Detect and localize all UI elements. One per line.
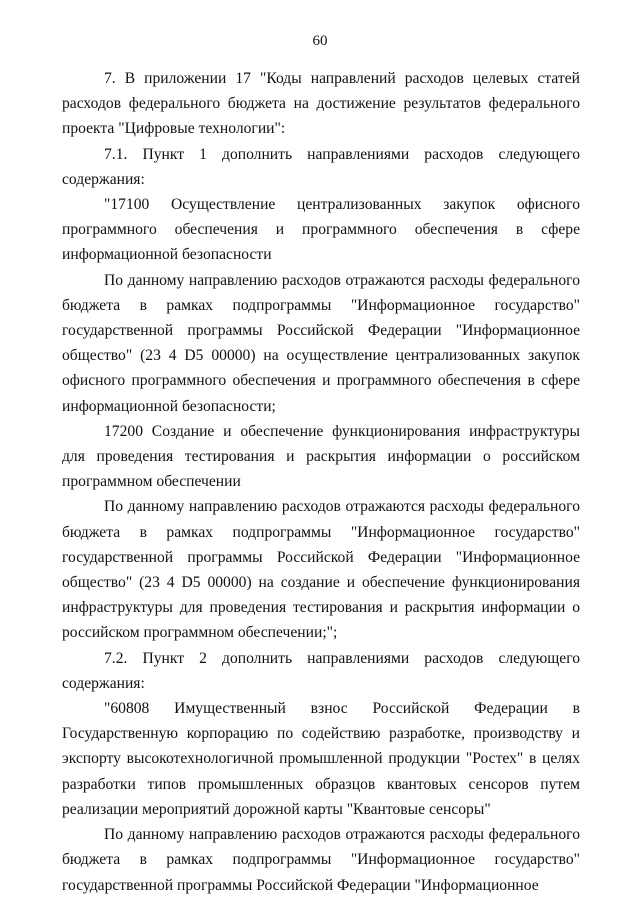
paragraph-code-17100: "17100 Осуществление централизованных закупок офисного программного обеспечения и программного обеспечения в сфере информационной безопасности [62, 196, 580, 264]
paragraph-60808-description: По данному направлению расходов отражаются расходы федерального бюджета в рамках подпрограммы "Информационное государство" государственной программы Российской Федерации "Информационное [62, 826, 580, 894]
paragraph-17100-description: По данному направлению расходов отражаются расходы федерального бюджета в рамках подпрограммы "Информационное государство" государственной программы Российской Федерации "Информационное общество" (23 4 D5 00000) на осуществление централизованных закупок офисного программного обеспечения и программного обеспечения в сфере информационной безопасности; [62, 271, 580, 415]
paragraph-item-7: 7. В приложении 17 "Коды направлений расходов целевых статей расходов федерального бюджета на достижение результатов федерального проекта "Цифровые технологии": [62, 70, 580, 138]
paragraph-code-17200: 17200 Создание и обеспечение функционирования инфраструктуры для проведения тестирования и раскрытия информации о российском программном обеспечении [62, 422, 580, 491]
page-number: 60 [312, 33, 328, 49]
document-body [62, 66, 580, 898]
paragraph-code-60808: "60808 Имущественный взнос Российской Федерации в Государственную корпорацию по содействию разработке, производству и экспорту высокотехнологичной промышленной продукции "Ростех" в целях разработки типов промышленных образцов квантовых сенсоров путем реализации мероприятий дорожной карты "Квантовые сенсоры" [62, 700, 580, 818]
paragraph-17200-description: По данному направлению расходов отражаются расходы федерального бюджета в рамках подпрограммы "Информационное государство" государственной программы Российской Федерации "Информационное общество" (23 4 D5 00000) на создание и обеспечение функционирования инфраструктуры для проведения тестирования и раскрытия информации о российском программном обеспечении;"; [62, 498, 580, 642]
paragraph-item-7-1: 7.1. Пункт 1 дополнить направлениями расходов следующего содержания: [62, 145, 580, 188]
paragraph-item-7-2: 7.2. Пункт 2 дополнить направлениями расходов следующего содержания: [62, 649, 580, 692]
